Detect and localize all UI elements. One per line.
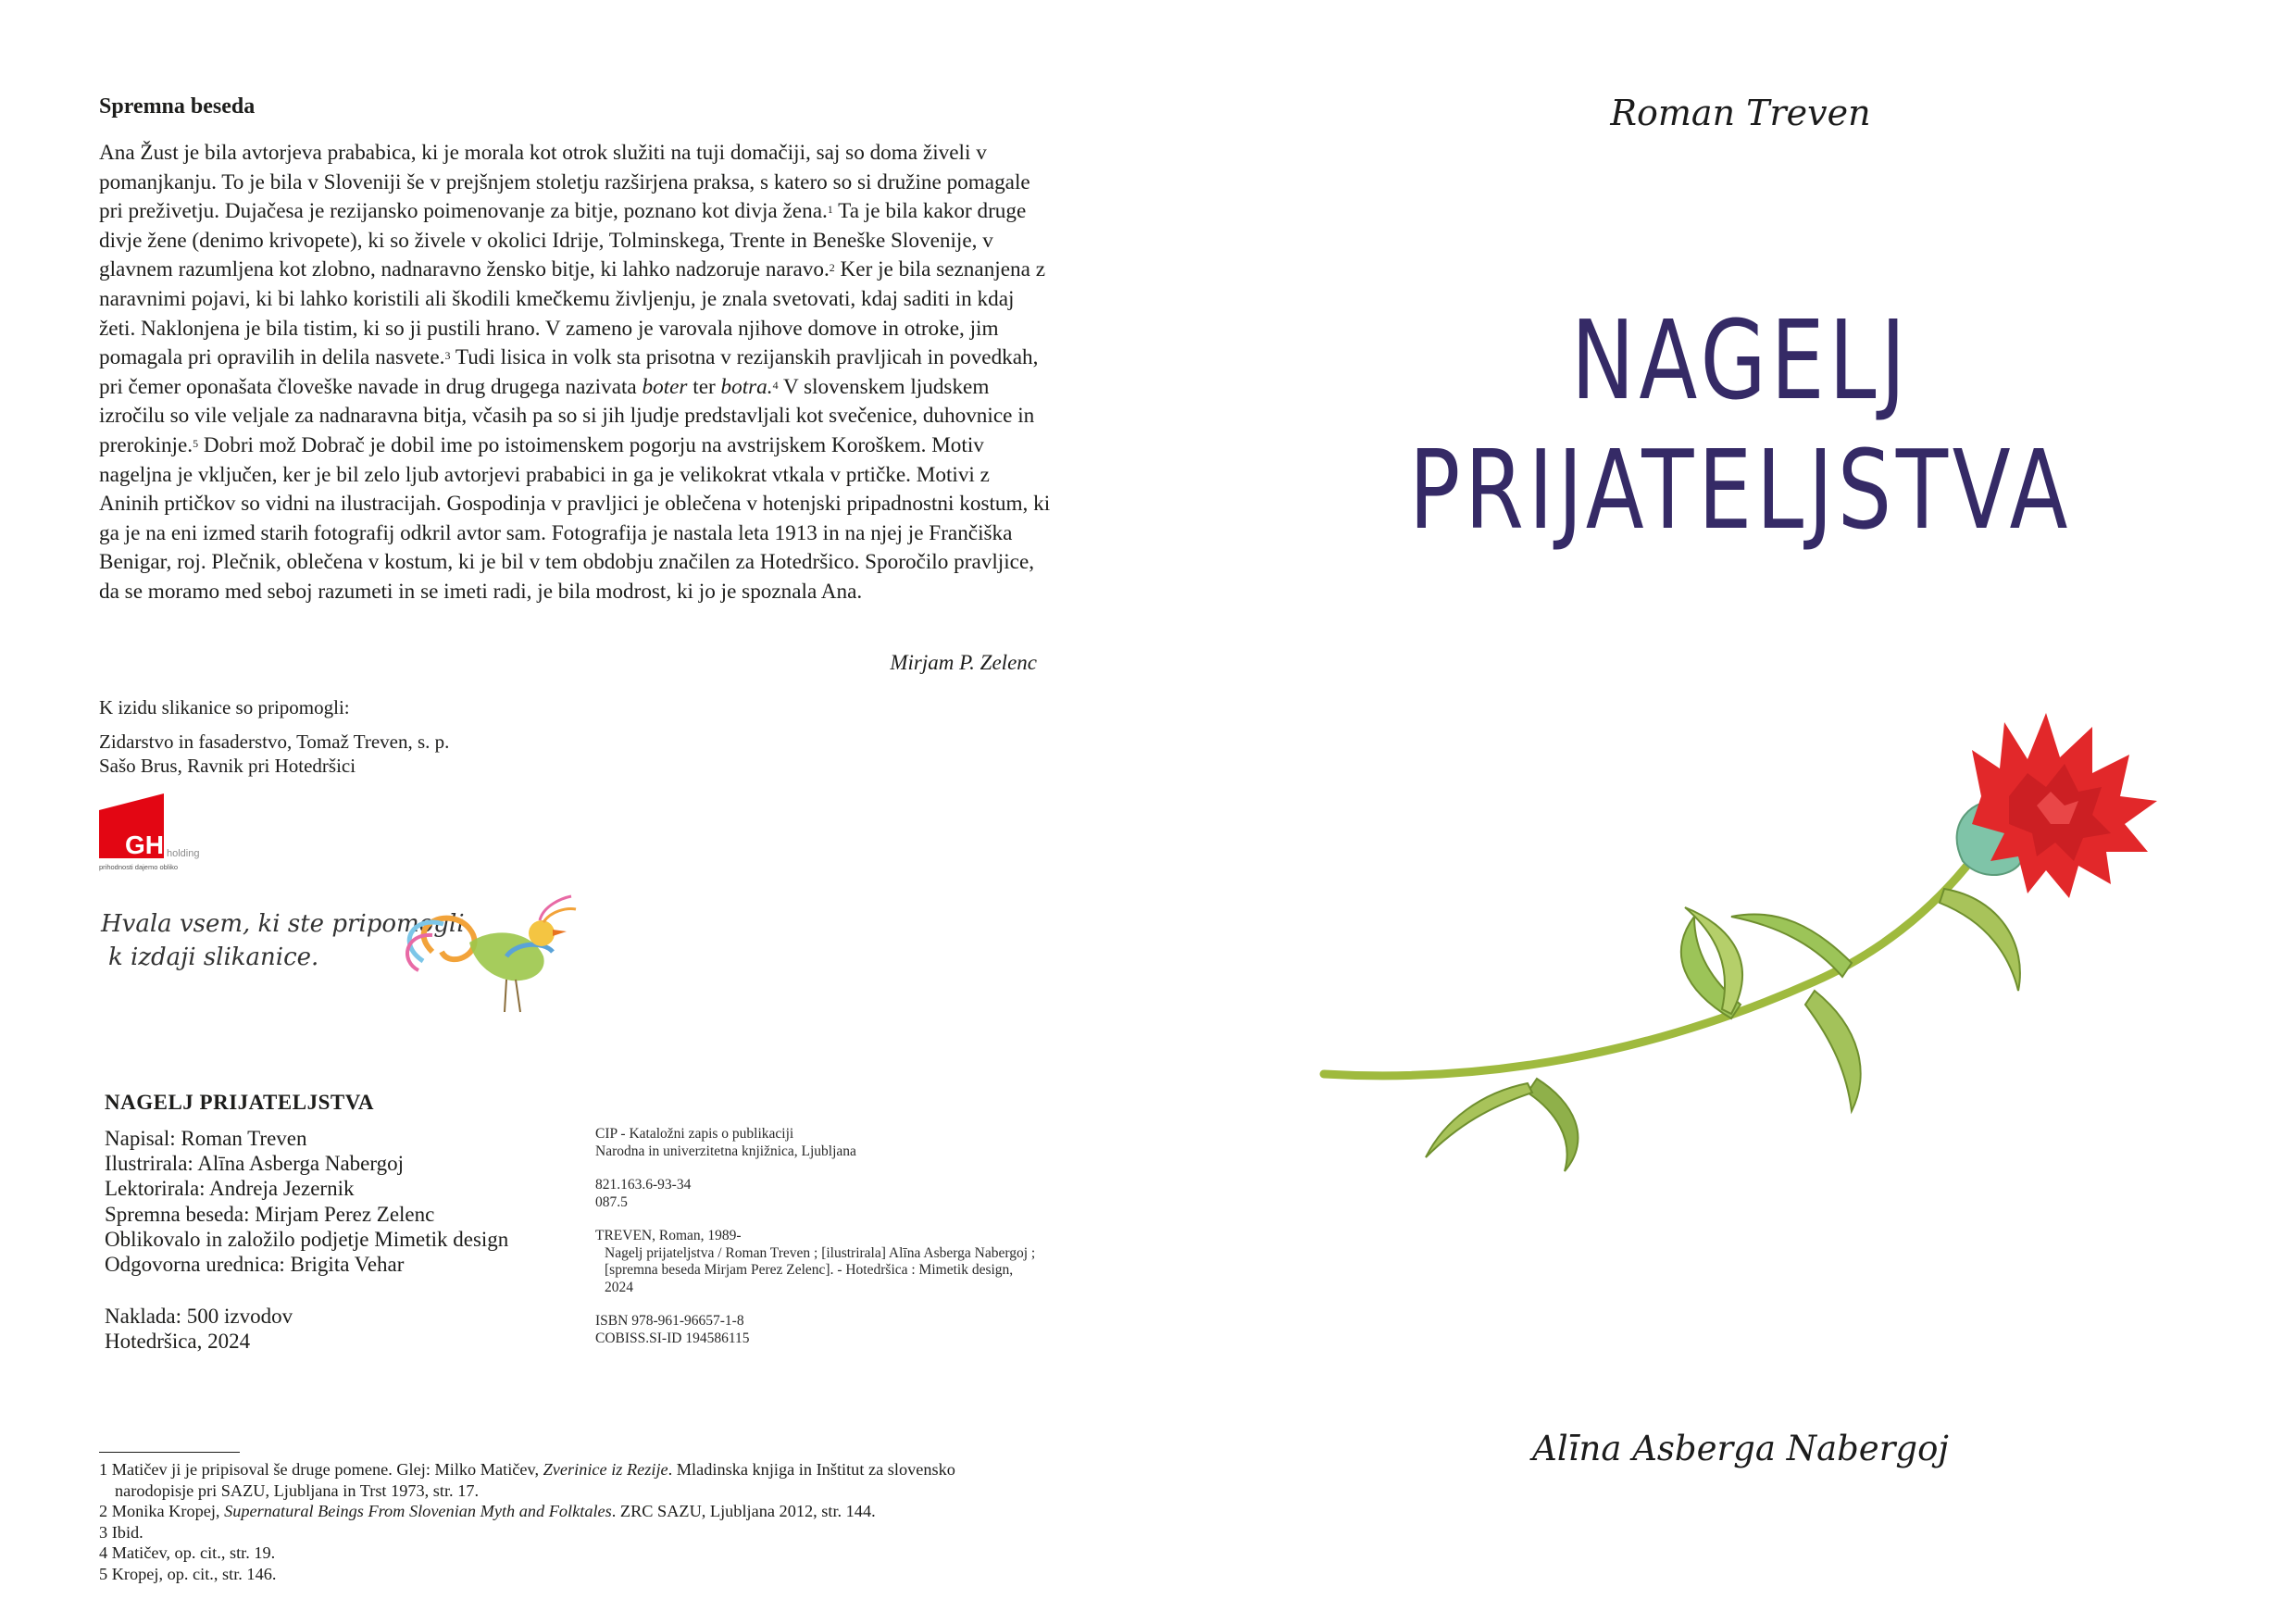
thanks-block <box>99 887 673 1026</box>
intro-text-part: Ta je bila kakor druge divje žene (denimo krivopete), ki so živele v okolici Idrije, Tolminskega, Trente in Beneške Slovenije, v glavnem razumljena kot zlobno, nadnaravno žensko bitje, ki lahko nadzoruje naravo. <box>99 199 1027 282</box>
cover-author: Roman Treven <box>1610 93 1871 133</box>
footnotes <box>99 1459 1062 1584</box>
footnote-text: . ZRC SAZU, Ljubljana 2012, str. 144. <box>611 1502 876 1520</box>
footnote-ref: 3 <box>444 349 451 363</box>
gh-holding-logo <box>99 793 218 886</box>
leaf <box>1528 1079 1578 1171</box>
footnote-ref: 1 <box>827 203 833 217</box>
cip-line: ISBN 978-961-96657-1-8 <box>595 1313 744 1329</box>
cover-title-line-2: PRIJATELJSTVA <box>1408 426 2073 554</box>
intro-text-part: Tudi lisica in volk sta prisotna v rezijanskih pravljicah in povedkah, pri čemer oponašata človeške navade in drug drugega nazivata <box>99 345 1039 399</box>
intro-text <box>99 139 1053 607</box>
cover-illustrator: Alīna Asberga Nabergoj <box>1532 1429 1949 1468</box>
support-list <box>99 730 449 778</box>
intro-emphasis: boter <box>642 374 688 399</box>
logo-subtext: holding <box>167 848 200 859</box>
credit-line: Spremna beseda: Mirjam Perez Zelenc <box>105 1202 435 1226</box>
carnation-illustration <box>1296 685 2203 1204</box>
credit-line: Ilustrirala: Alīna Asberga Nabergoj <box>105 1152 404 1176</box>
leaf <box>1805 991 1861 1111</box>
stem <box>1324 847 1981 1076</box>
leaf <box>1731 914 1852 977</box>
thanks-line-2: k izdaji slikanice. <box>108 943 319 971</box>
support-heading: K izidu slikanice so pripomogli: <box>99 696 350 718</box>
intro-heading: Spremna beseda <box>99 94 256 119</box>
credit-line: Lektorirala: Andreja Jezernik <box>105 1177 355 1201</box>
footnote-ref: 5 <box>193 436 199 450</box>
cip-line: Nagelj prijateljstva / Roman Treven ; [ilustrirala] Alīna Asberga Nabergoj ; [spremna beseda Mirjam Perez Zelenc]. - Hotedršica : Mimetik design, 2024 <box>605 1244 1036 1295</box>
logo-text: GH <box>125 831 164 859</box>
footnote <box>99 1459 1062 1480</box>
footnote-text: . Mladinska knjiga in Inštitut za slovensko <box>668 1460 955 1479</box>
credit-line: Napisal: Roman Treven <box>105 1127 307 1150</box>
footnote-divider <box>99 1452 240 1453</box>
cip-line: CIP - Kataložni zapis o publikaciji <box>595 1126 794 1142</box>
intro-emphasis: botra. <box>720 374 773 399</box>
intro-text-part: Dobri mož Dobrač je dobil ime po istoimenskem pogorju na avstrijskem Koroškem. Motiv nageljna je vključen, ker je bil zelo ljub avtorjevi prababici in ga je velikokrat vtkala v prtičke. Motivi z Aninih prtičkov so vidni na ilustracijah. Gospodinja v pravljici je oblečena v hotenjski pripadnostni kostum, ki ga je na eni izmed starih fotografij odkril avtor sam. Fotografija je nastala leta 1913 in na njej je Frančiška Benigar, roj. Plečnik, oblečena v kostum, ki je bil v tem obdobju značilen za Hotedršico. Sporočilo pravljice, da se moramo med seboj razumeti in se imeti radi, je bila modrost, ki jo je spoznala Ana. <box>99 432 1051 604</box>
credits-edition <box>105 1304 293 1354</box>
footnote: 5 Kropej, op. cit., str. 146. <box>99 1564 277 1583</box>
footnote: 4 Matičev, op. cit., str. 19. <box>99 1543 276 1562</box>
footnote <box>99 1501 1062 1522</box>
cip-line: TREVEN, Roman, 1989- <box>595 1228 742 1243</box>
intro-text-part: Ana Žust je bila avtorjeva prababica, ki je morala kot otrok služiti na tuji domačiji, saj so doma živeli v pomanjkanju. To je bila v Sloveniji še v prejšnjem stoletju razširjena praksa, s katero so si družine pomagale pri preživetju. Dujačesa je rezijansko poimenovanje za bitje, poznano kot divja žena. <box>99 141 1030 224</box>
thanks-line-1: Hvala vsem, ki ste pripomogli <box>101 910 465 938</box>
cover-title-line-1: NAGELJ <box>1570 296 1911 424</box>
footnote: 3 Ibid. <box>99 1522 144 1542</box>
cip-line: Narodna in univerzitetna knjižnica, Ljubljana <box>595 1143 856 1159</box>
edition-line: Naklada: 500 izvodov <box>105 1305 293 1328</box>
cip-line: COBISS.SI-ID 194586115 <box>595 1330 750 1346</box>
credits-list <box>105 1126 508 1277</box>
footnote-text: 1 Matičev ji je pripisoval še druge pomene. Glej: Milko Matičev, <box>99 1460 543 1479</box>
edition-line: Hotedršica, 2024 <box>105 1330 251 1354</box>
footnote-text: 2 Monika Kropej, <box>99 1502 225 1520</box>
support-item: Zidarstvo in fasaderstvo, Tomaž Treven, s. p. <box>99 731 450 753</box>
intro-text-part: Ker je bila seznanjena z naravnimi pojavi, ki bi lahko koristili ali škodili kmečkemu življenju, je znala svetovati, kdaj saditi in kdaj žeti. Naklonjena je bila tistim, ki so ji pustili hrano. V zameno je varovala njihove domove in otroke, jim pomagala pri opravilih in delila nasvete. <box>99 257 1045 370</box>
intro-text-part: V slovenskem ljudskem izročilu so vile veljale za nadnaravna bitja, včasih pa so si jih ljudje predstavljali kot svečenice, duhovnice in prerokinje. <box>99 374 1035 457</box>
footnote-ref: 4 <box>772 378 779 392</box>
footnote-title: Zverinice iz Rezije <box>543 1460 668 1479</box>
footnote-continuation: narodopisje pri SAZU, Ljubljana in Trst 1973, str. 17. <box>115 1480 480 1500</box>
logo-tagline: prihodnosti dajemo obliko <box>99 863 179 871</box>
leaf <box>1426 1083 1532 1157</box>
credit-line: Oblikovalo in založilo podjetje Mimetik design <box>105 1227 509 1251</box>
cip-line: 821.163.6-93-34 <box>595 1177 692 1193</box>
credits-title: NAGELJ PRIJATELJSTVA <box>105 1091 374 1114</box>
footnote-ref: 2 <box>829 261 835 275</box>
support-item: Sašo Brus, Ravnik pri Hotedršici <box>99 755 356 777</box>
credit-line: Odgovorna urednica: Brigita Vehar <box>105 1253 405 1277</box>
cip-record <box>595 1126 1040 1347</box>
cip-line: 087.5 <box>595 1193 628 1210</box>
footnote-title: Supernatural Beings From Slovenian Myth and Folktales <box>224 1502 612 1520</box>
leaf <box>1940 889 2020 991</box>
intro-signature: Mirjam P. Zelenc <box>890 651 1037 674</box>
intro-text-part: ter <box>687 374 721 399</box>
